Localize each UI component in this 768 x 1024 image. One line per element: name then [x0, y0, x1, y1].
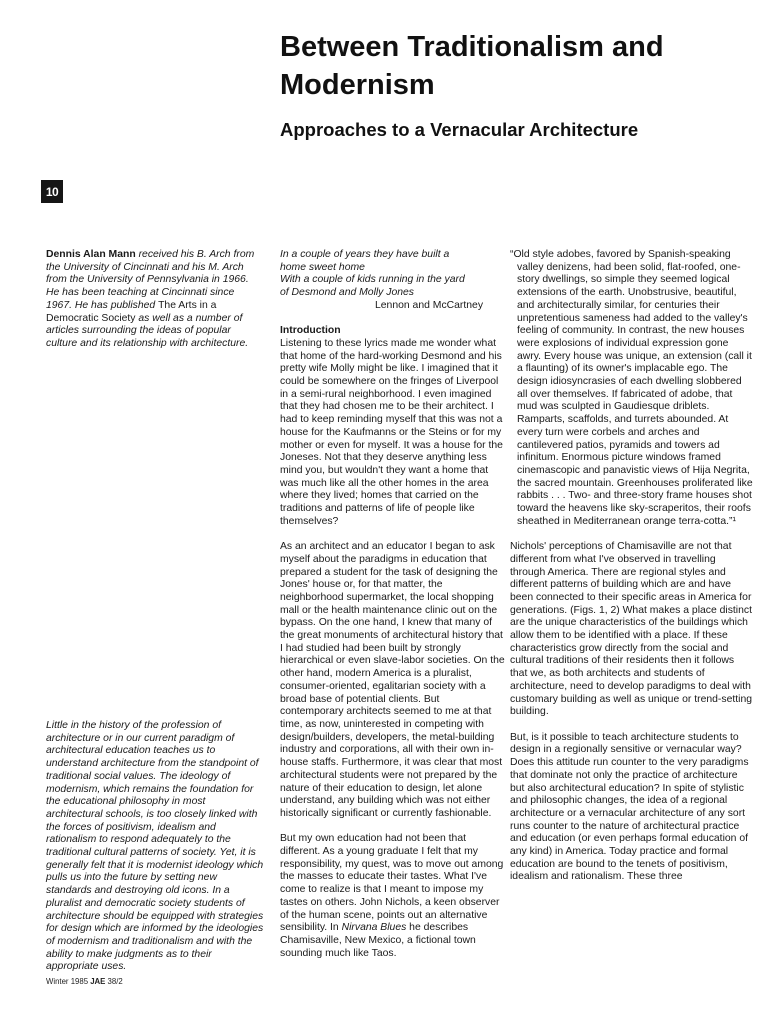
- body-column-2: [280, 249, 505, 960]
- author-name: Dennis Alan Mann: [46, 249, 136, 260]
- bio-book-title: The Arts in a Democratic Society: [46, 299, 217, 324]
- bio-text-a: received his B. Arch from the University of Cincinnati and his M. Arch from the University of Pennsylvania in 1966. He has been teaching at Cincinnati since 1967. He has published: [46, 249, 255, 311]
- epigraph-line: In a couple of years they have built a: [280, 249, 450, 260]
- section-heading-introduction: Introduction: [280, 325, 341, 337]
- epigraph-attribution: Lennon and McCartney: [375, 299, 484, 311]
- body-paragraph: Nichols' perceptions of Chamisaville are not that different from what I've observed in travelling through America. There are regional styles and different patterns of building which are and have been connected to their specific areas in America for generations. (Figs. 1, 2) What makes a place distinct are the unique characteristics of the buildings which allow them to be identified with a place. If these characteristics grow directly from the social and cultural traditions of their residents then it follows that we, as both architects and students of architecture, need to develop paradigms to deal with customary building as well as unique or trend-setting building.: [510, 541, 752, 718]
- author-bio-paragraph: [46, 249, 261, 351]
- body-paragraph: Listening to these lyrics made me wonder what that home of the hard-working Desmond and his pretty wife Molly might be like. I imagined that it could be somewhere on the fringes of Liverpool in a semi-rural neighborhood. I even imagined that they had chosen me to be their architect. I had to keep reminding myself that this was not a house for the Kaufmanns or the Steins or for my mother or even for myself. It was a house for the Joneses. Not that they deserve anything less mind you, but wouldn't they want a home that was much like all the other homes in the area where they lived; homes that carried on the traditions and patterns of life of people like themselves?: [280, 337, 503, 527]
- article-subtitle: Approaches to a Vernacular Architecture: [280, 119, 639, 140]
- abstract-text: Little in the history of the profession of architecture or in our current paradigm of architectural education teaches us to understand architecture from the standpoint of traditional social values. The ideology of modernism, which remains the foundation for the educational philosophy in most architectural schools, is too closely linked with the forces of positivism, idealism and rationalism to respond adequately to the traditional cultural patterns of society. Yet, it is generally felt that it is modernist ideology which pulls us into the future by setting new standards and destroying old icons. In a pluralist and democratic society students of architecture should be equipped with strategies for design which are informed by the ideologies of modernism and traditionalism and with the ability to make judgments as to their appropriate uses.: [46, 720, 264, 973]
- article-title: Between Traditionalism and Modernism: [280, 31, 664, 101]
- epigraph-line: of Desmond and Molly Jones: [280, 287, 414, 299]
- body-paragraph: But, is it possible to teach architecture students to design in a regionally sensitive or vernacular way? Does this attitude run counter to the very paradigms that dominate not only the practice of architecture but also architectural education? In spite of stylistic and philosophic changes, the idea of a regional architecture or a vernacular architecture of any sort runs counter to the nature of architectural practice and education (or even perhaps formal education of any kind) in America. Today practice and formal education are bound to the tenets of positivism, idealism and rationalism. These three: [510, 731, 749, 883]
- epigraph: [280, 249, 505, 300]
- author-bio: [46, 249, 261, 351]
- body-column-3: [510, 249, 753, 884]
- epigraph-line: With a couple of kids running in the yard: [280, 274, 465, 286]
- body-text: But my own education had not been that different. As a young graduate I felt that my responsibility, my quest, was to move out among the masses to educate their tastes. What I've come to realize is that I meant to impose my tastes on others. John Nichols, a keen observer of the human scene, points out an alternative sensibility. In: [280, 833, 504, 934]
- body-paragraph: As an architect and an educator I began to ask myself about the paradigms in education that prepared a student for the task of designing the Jones' house or, for that matter, the neighborhood supermarket, the local shopping mall or the health maintenance clinic out on the bypass. On the one hand, I knew that many of the great monuments of architectural history that I had studied had been built by strongly hierarchical or even slave-labor societies. On the other hand, modern America is a pluralist, consumer-oriented, egalitarian society with a broad base of potential clients. But contemporary architects seemed to me at that time, as now, uninterested in competing with design/builders, developers, the metal-building industry and corporations, all with their own in-house staffs. Furthermore, it was clear that most architectural students were not prepared by the nature of their education to design, let alone understand, any building which was not either historically significant or currently fashionable.: [280, 541, 505, 819]
- footer-journal: JAE: [90, 977, 106, 986]
- body-paragraph: [280, 833, 505, 960]
- body-text: he describes Chamisaville, New Mexico, a fictional town sounding much like Taos.: [280, 922, 476, 959]
- footer-season: Winter 1985: [46, 977, 91, 986]
- epigraph-line: home sweet home: [280, 261, 365, 273]
- article-abstract: [46, 720, 264, 974]
- bio-text-b: as well as a number of articles surrounding the ideas of popular culture and its relationship with architecture.: [46, 312, 249, 349]
- book-title-nirvana-blues: Nirvana Blues: [341, 922, 407, 934]
- block-quote: “Old style adobes, favored by Spanish-speaking valley denizens, had been solid, flat-roofed, one-story dwellings, so simple they seemed logical extensions of the earth. Unobstrusive, beautiful, and architecturally similar, for centuries their unpretentious sameness had added to the valley's feeling of community. In contrast, the new houses were explosions of individual expression gone awry. Every house was unique, an extension (call it a flaunting) of its owner's implacable ego. The design idiosyncrasies of each dwelling slobbered all over themselves. If fabricated of adobe, that mud was sculpted in Gaudiesque driblets. Ramparts, scaffolds, and turrets abounded. At every turn were corbels and arches and cantilevered patios, pyramids and towers ad infinitum. Enormous picture windows framed cinemascopic and panavistic views of Hija Negrita, the sacred mountain. Greenhouses proliferated like rabbits . . . Two- and three-story frame houses shot toward the heavens like sky-scraperitos, their roofs sheathed in Mediterranean orange terra-cotta.”¹: [510, 249, 753, 527]
- chapter-number-badge: 10: [41, 180, 63, 203]
- page-footer: [46, 977, 123, 986]
- footer-volume: 38/2: [105, 977, 123, 986]
